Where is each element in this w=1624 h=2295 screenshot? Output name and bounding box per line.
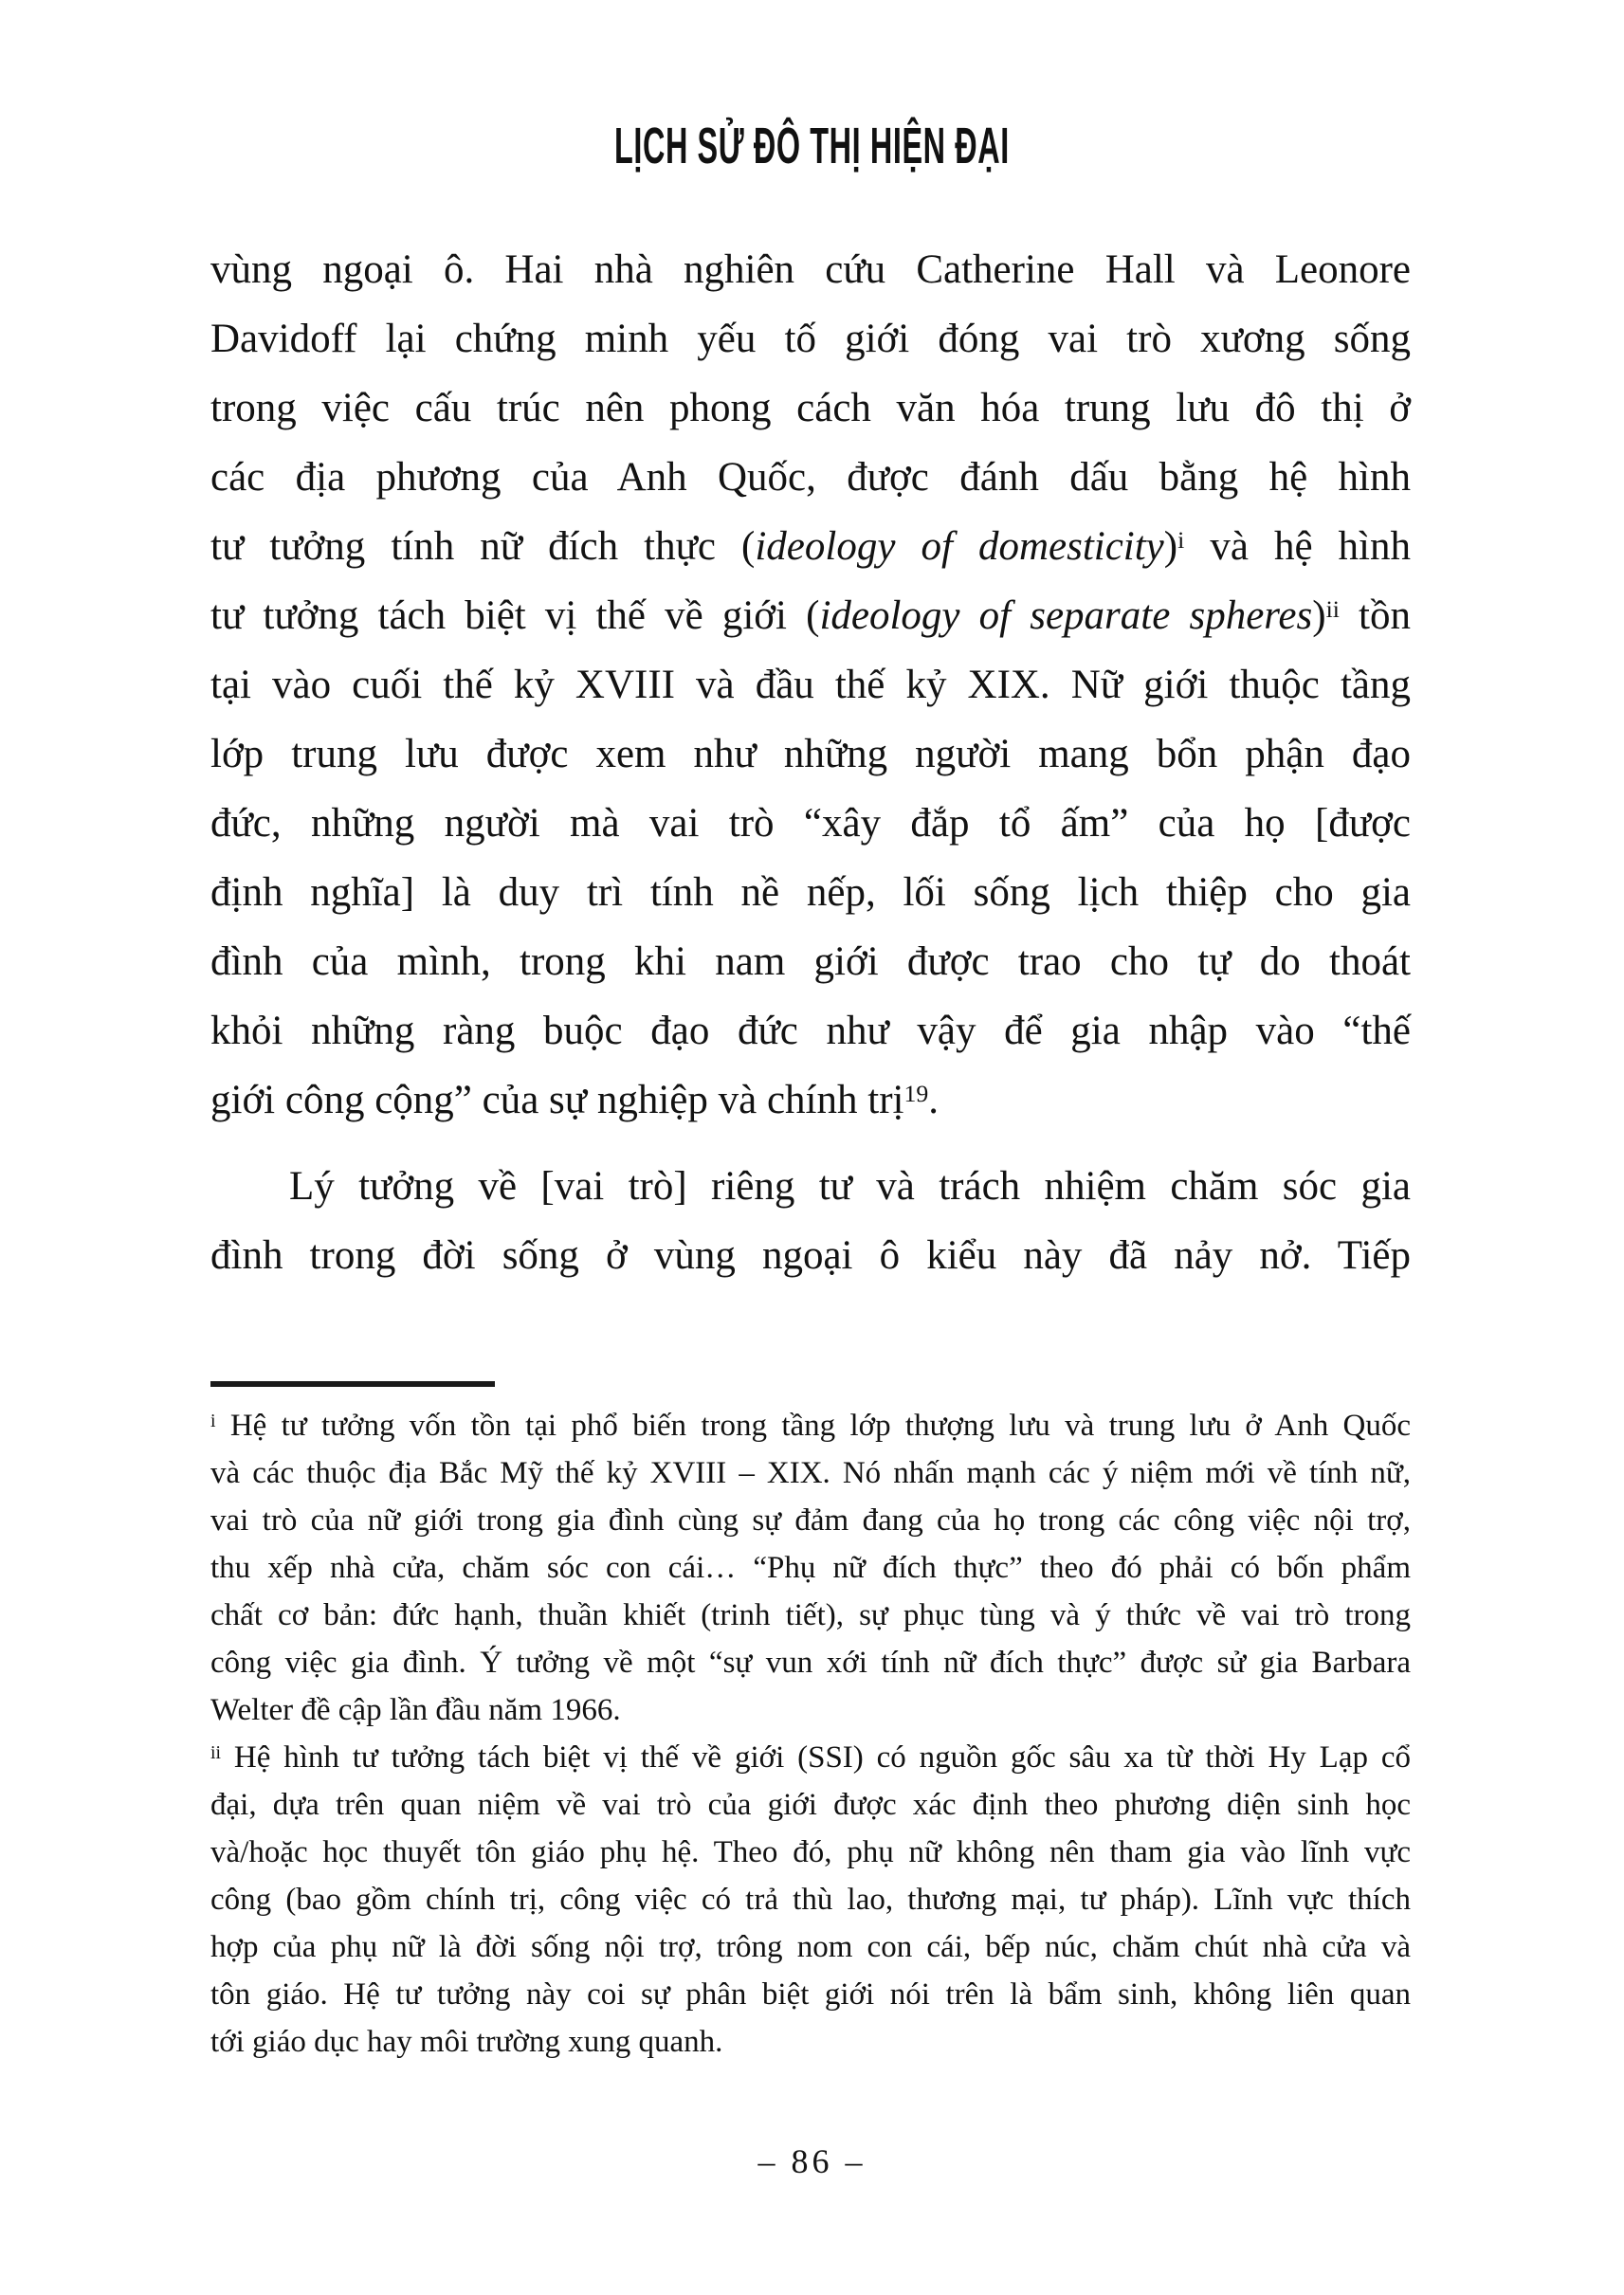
text-run: tại vào cuối thế kỷ XVIII và đầu thế kỷ XIX. Nữ giới thuộc tầng [210,663,1411,707]
text-line [210,927,1411,996]
text-run: tới giáo dục hay môi trường xung quanh. [210,2025,723,2059]
superscript-marker: 19 [903,1079,929,1107]
superscript-marker: i [1177,525,1185,554]
footnote-ii [210,1734,1411,2066]
body-text [210,235,1411,1290]
text-line [210,1449,1411,1497]
text-run: giới công cộng” của sự nghiệp và chính trị [210,1078,904,1122]
footnote-i [210,1402,1411,1734]
running-header-title: LỊCH SỬ ĐÔ THỊ HIỆN ĐẠI [614,118,1010,174]
text-line [210,1781,1411,1829]
text-run: lớp trung lưu được xem như những người mang bổn phận đạo [210,732,1411,776]
italic-phrase: ideology of separate spheres [819,593,1313,638]
text-line [210,1971,1411,2018]
text-run: các địa phương của Anh Quốc, được đánh dấu bằng hệ hình [210,455,1411,500]
text-line [210,1923,1411,1971]
text-line [210,235,1411,304]
footnote-separator-rule [210,1381,495,1387]
text-line [210,1497,1411,1544]
page-number: – 86 – [757,2142,867,2180]
paragraph [210,1152,1411,1290]
text-run: công việc gia đình. Ý tưởng về một “sự vun xới tính nữ đích thực” được sử gia Barbara [210,1646,1411,1680]
text-run: Lý tưởng về [vai trò] riêng tư và trách nhiệm chăm sóc gia [289,1164,1411,1209]
text-line [210,373,1411,443]
text-line [210,304,1411,373]
text-run: định nghĩa] là duy trì tính nề nếp, lối sống lịch thiệp cho gia [210,870,1411,915]
text-run: vùng ngoại ô. Hai nhà nghiên cứu Catherine Hall và Leonore [210,247,1411,292]
text-run: Welter đề cập lần đầu năm 1966. [210,1693,621,1727]
text-line [210,650,1411,719]
text-line [210,512,1411,581]
text-run: tôn giáo. Hệ tư tưởng này coi sự phân biệt giới nói trên là bẩm sinh, không liên quan [210,1977,1411,2012]
text-line [210,789,1411,858]
paragraph [210,235,1411,1135]
text-run: trong việc cấu trúc nên phong cách văn hóa trung lưu đô thị ở [210,386,1411,430]
text-run: Davidoff lại chứng minh yếu tố giới đóng vai trò xương sống [210,317,1411,361]
text-line [210,1876,1411,1923]
text-run: ) [1163,524,1178,569]
text-run: khỏi những ràng buộc đạo đức như vậy để gia nhập vào “thế [210,1009,1411,1053]
text-run: đình của mình, trong khi nam giới được trao cho tự do thoát [210,939,1411,984]
superscript-marker: i [210,1410,216,1431]
text-run: và các thuộc địa Bắc Mỹ thế kỷ XVIII – XIX. Nó nhấn mạnh các ý niệm mới về tính nữ, [210,1456,1411,1490]
text-run: Hệ hình tư tưởng tách biệt vị thế về giới (SSI) có nguồn gốc sâu xa từ thời Hy Lạp cổ [221,1740,1411,1775]
text-run: đình trong đời sống ở vùng ngoại ô kiểu này đã nảy nở. Tiếp [210,1233,1411,1278]
text-line [210,1829,1411,1876]
text-run: tư tưởng tách biệt vị thế về giới ( [210,593,820,638]
text-run: ) [1312,593,1326,638]
text-run: hợp của phụ nữ là đời sống nội trợ, trông nom con cái, bếp núc, chăm chút nhà cửa và [210,1930,1411,1964]
text-run: công (bao gồm chính trị, công việc có trả thù lao, thương mại, tư pháp). Lĩnh vực thích [210,1883,1411,1917]
running-header [0,118,1624,174]
text-line [210,1221,1411,1290]
text-line [210,1734,1411,1781]
text-line [210,996,1411,1066]
italic-phrase: ideology of domesticity [755,524,1164,569]
text-line [210,581,1411,650]
text-run: Hệ tư tưởng vốn tồn tại phổ biến trong tầng lớp thượng lưu và trung lưu ở Anh Quốc [215,1409,1411,1443]
text-run: tư tưởng tính nữ đích thực ( [210,524,756,569]
text-run: vai trò của nữ giới trong gia đình cùng sự đảm đang của họ trong các công việc nội trợ, [210,1503,1411,1538]
text-line [210,1686,1411,1734]
text-line [210,443,1411,512]
text-run: thu xếp nhà cửa, chăm sóc con cái… “Phụ nữ đích thực” theo đó phải có bốn phẩm [210,1551,1411,1585]
text-line [210,1402,1411,1449]
superscript-marker: ii [1325,594,1340,623]
text-line [210,1544,1411,1592]
text-line [210,1152,1411,1221]
text-line [210,1592,1411,1639]
text-run: và hệ hình [1184,524,1412,569]
text-line [210,2018,1411,2066]
text-run: . [928,1078,940,1122]
text-line [210,858,1411,927]
text-run: đại, dựa trên quan niệm về vai trò của giới được xác định theo phương diện sinh học [210,1788,1411,1822]
text-run: đức, những người mà vai trò “xây đắp tổ ấm” của họ [được [210,801,1411,846]
text-line [210,1639,1411,1686]
text-run: tồn [1339,593,1412,638]
text-run: chất cơ bản: đức hạnh, thuần khiết (trinh tiết), sự phục tùng và ý thức về vai trò trong [210,1598,1411,1632]
text-line [210,719,1411,789]
superscript-marker: ii [210,1741,221,1763]
text-line [210,1066,1411,1135]
footnotes [210,1402,1411,2066]
text-run: và/hoặc học thuyết tôn giáo phụ hệ. Theo đó, phụ nữ không nên tham gia vào lĩnh vực [210,1835,1411,1869]
